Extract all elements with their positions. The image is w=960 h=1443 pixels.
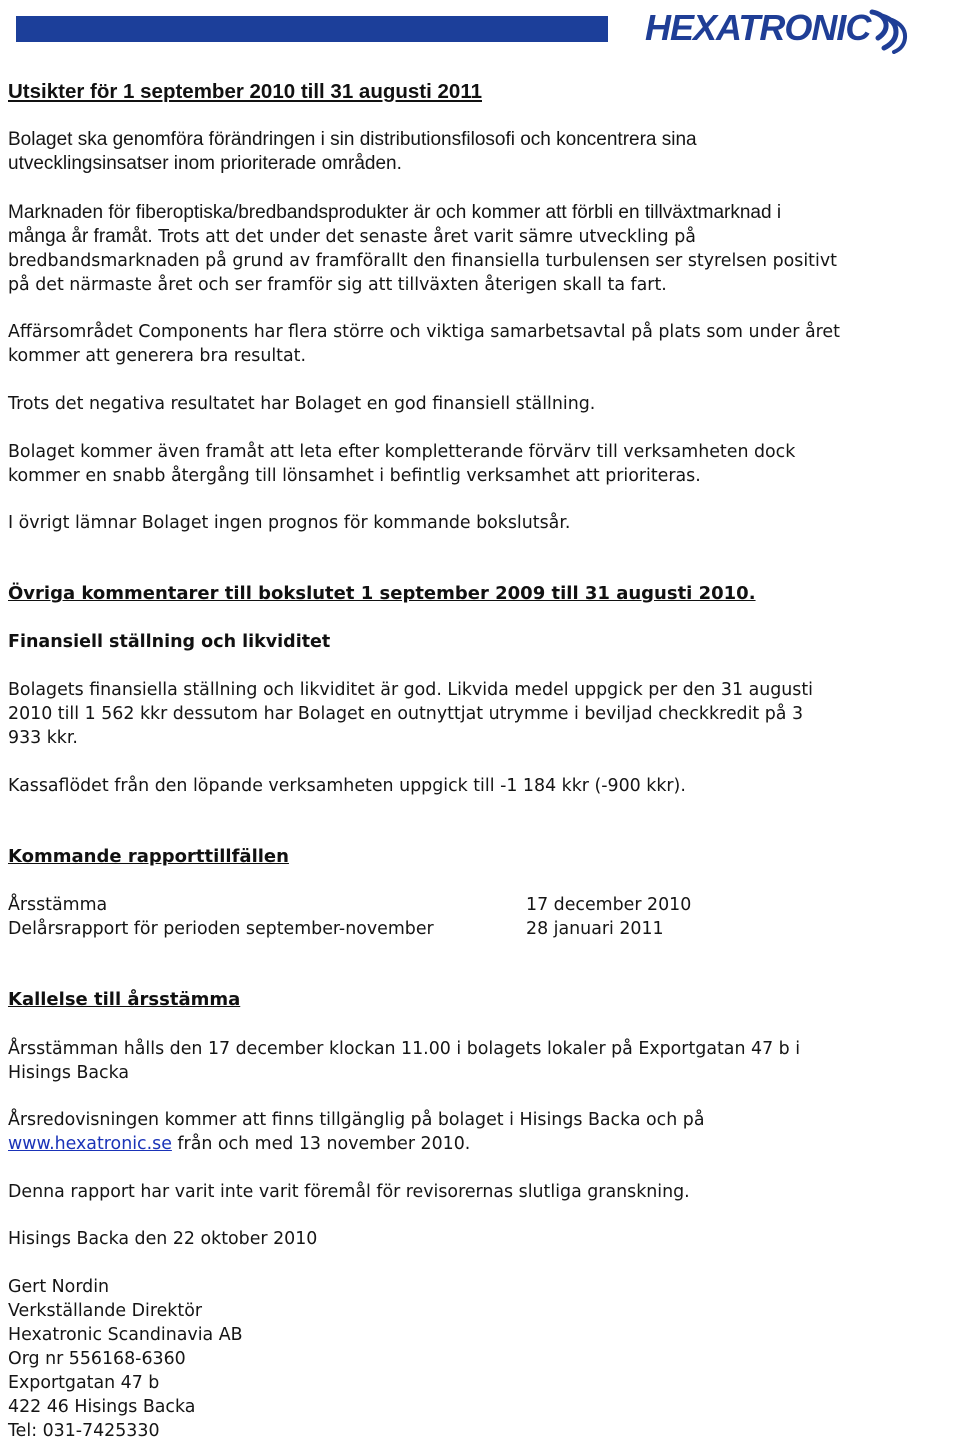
schedule-row-event: Årsstämma — [8, 895, 108, 915]
signature-street: Exportgatan 47 b — [8, 1373, 160, 1393]
outlook-paragraph-3 — [8, 320, 840, 368]
text-line: på det närmaste året och ser framför sig att tillväxten återigen skall ta fart. — [8, 275, 667, 295]
signature-org-number: Org nr 556168-6360 — [8, 1349, 186, 1369]
schedule-row-event: Delårsrapport för perioden september-november — [8, 919, 434, 939]
place-date-line: Hisings Backa den 22 oktober 2010 — [8, 1229, 318, 1249]
hexatronic-website-link[interactable]: www.hexatronic.se — [8, 1134, 172, 1154]
outlook-paragraph-4: Trots det negativa resultatet har Bolaget en god finansiell ställning. — [8, 394, 596, 414]
outlook-paragraph-6: I övrigt lämnar Bolaget ingen prognos för kommande bokslutsår. — [8, 513, 571, 533]
text-line: 933 kkr. — [8, 728, 78, 748]
signature-title: Verkställande Direktör — [8, 1301, 202, 1321]
signature-company: Hexatronic Scandinavia AB — [8, 1325, 243, 1345]
schedule-row-date: 17 december 2010 — [526, 895, 692, 915]
signature-name: Gert Nordin — [8, 1277, 110, 1297]
text-line: 2010 till 1 562 kkr dessutom har Bolaget en outnyttjat utrymme i beviljad checkkredit på 3 — [8, 704, 804, 724]
text-line: Bolagets finansiella ställning och likviditet är god. Likvida medel uppgick per den 31 augusti — [8, 680, 814, 700]
text-run: Trots att det under det senaste året varit sämre utveckling på — [152, 227, 696, 247]
text-line: utvecklingsinsatser inom prioriterade områden. — [8, 153, 402, 174]
text-line: bredbandsmarknaden på grund av framförallt den finansiella turbulensen ser styrelsen positivt — [8, 251, 837, 271]
finance-paragraph-2: Kassaflödet från den löpande verksamheten uppgick till -1 184 kkr (-900 kkr). — [8, 776, 686, 796]
text-line: Marknaden för fiberoptiska/bredbandsprodukter är och kommer att förbli en tillväxtmarknad i — [8, 202, 782, 223]
text-line: Bolaget kommer även framåt att leta efter kompletterande förvärv till verksamheten dock — [8, 442, 796, 462]
finance-subheading: Finansiell ställning och likviditet — [8, 632, 331, 652]
outlook-paragraph-5 — [8, 440, 795, 488]
logo-wordmark: HEXATRONIC — [645, 7, 871, 48]
text-run: från och med 13 november 2010. — [171, 1134, 471, 1154]
signature-phone: Tel: 031-7425330 — [8, 1421, 160, 1441]
comments-heading: Övriga kommentarer till bokslutet 1 september 2009 till 31 augusti 2010. — [8, 583, 756, 604]
text-line: kommer att generera bra resultat. — [8, 346, 307, 366]
signature-postal: 422 46 Hisings Backa — [8, 1397, 196, 1417]
outlook-heading: Utsikter för 1 september 2010 till 31 augusti 2011 — [8, 80, 482, 103]
text-line: Årsredovisningen kommer att finns tillgänglig på bolaget i Hisings Backa och på — [8, 1110, 705, 1130]
signature-block — [8, 1275, 243, 1443]
logo-swoosh-icon — [862, 8, 912, 54]
agm-paragraph-2 — [8, 1108, 705, 1156]
schedule-row-date: 28 januari 2011 — [526, 919, 664, 939]
agm-heading: Kallelse till årsstämma — [8, 989, 241, 1010]
outlook-paragraph-2 — [8, 201, 837, 297]
text-line: Bolaget ska genomföra förändringen i sin distributionsfilosofi och koncentrera sina — [8, 129, 697, 150]
text-line: Affärsområdet Components har flera större och viktiga samarbetsavtal på plats som under året — [8, 322, 840, 342]
text-line: Hisings Backa — [8, 1063, 130, 1083]
header-color-bar — [16, 16, 608, 42]
agm-paragraph-1 — [8, 1037, 800, 1085]
hexatronic-logo — [645, 4, 915, 54]
text-run: många år framåt. — [8, 226, 153, 247]
text-line: Årsstämman hålls den 17 december klockan 11.00 i bolagets lokaler på Exportgatan 47 b i — [8, 1039, 801, 1059]
finance-paragraph-1 — [8, 678, 813, 750]
text-line: kommer en snabb återgång till lönsamhet i befintlig verksamhet att prioriteras. — [8, 466, 701, 486]
outlook-paragraph-1 — [8, 128, 697, 176]
schedule-heading: Kommande rapporttillfällen — [8, 846, 289, 867]
agm-paragraph-3: Denna rapport har varit inte varit föremål för revisorernas slutliga granskning. — [8, 1182, 690, 1202]
